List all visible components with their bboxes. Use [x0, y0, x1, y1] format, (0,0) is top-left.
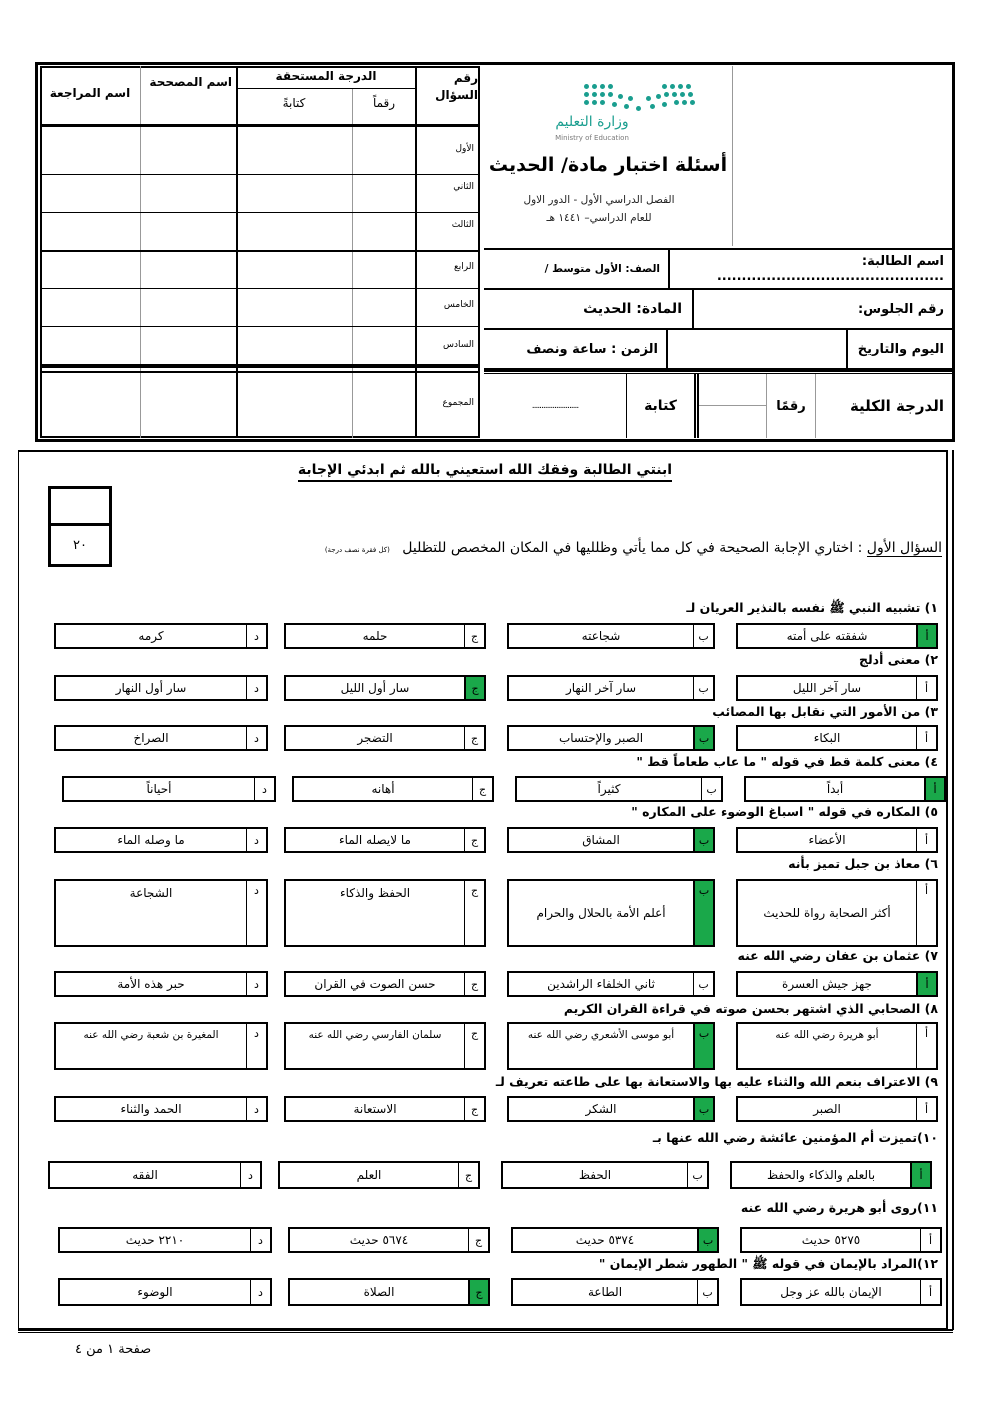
total-grade-digits-field[interactable]: [699, 374, 766, 438]
answer-bubble[interactable]: د: [254, 778, 274, 800]
question-4: ٤) معنى كلمة قط في قوله " ما عاب طعاماً قط ": [636, 754, 938, 769]
option-text: أعلم الأمة بالحلال والحرام: [536, 905, 666, 920]
total-grade-row: [484, 373, 952, 437]
shaded-answer-bubble[interactable]: ب: [693, 829, 713, 851]
option-text: الحمد والثناء: [120, 1101, 182, 1116]
intro-text: [20, 462, 950, 478]
option-text: الوضوء: [137, 1284, 173, 1299]
ministry-name-english: Ministry of Education: [555, 134, 629, 142]
shaded-answer-bubble[interactable]: أ: [924, 778, 944, 800]
option-4-c[interactable]: [292, 776, 494, 802]
answer-bubble[interactable]: ب: [687, 1163, 707, 1187]
row-label-3: الثالث: [451, 220, 474, 230]
option-2-a[interactable]: [736, 675, 938, 701]
info-row-name: [484, 248, 952, 288]
question-3: ٣) من الأمور التي نقابل بها المصائب: [712, 704, 938, 719]
answer-bubble[interactable]: أ: [916, 677, 936, 699]
row-label-5: الخامس: [443, 300, 474, 310]
option-text: أبو موسى الأشعري رضي الله عنه: [527, 1029, 675, 1041]
option-text: كرمه: [138, 628, 164, 643]
option-text: حبر هذه الأمة: [117, 976, 185, 991]
row-label-1: الأول: [455, 144, 474, 154]
option-text: الحفظ والذكاء: [339, 886, 411, 900]
option-text: أحياناً: [146, 781, 172, 796]
option-6-b[interactable]: [507, 879, 715, 947]
option-1-d[interactable]: [54, 623, 268, 649]
option-7-d[interactable]: [54, 971, 268, 997]
question-11: ١١)روى أبو هريرة رضي الله عنه: [740, 1200, 938, 1215]
answer-bubble[interactable]: ج: [464, 829, 484, 851]
option-3-b[interactable]: [507, 725, 715, 751]
date-label: اليوم والتاريخ: [857, 341, 944, 357]
option-7-b[interactable]: [507, 971, 715, 997]
option-text: الأعضاء: [808, 832, 846, 847]
option-11-a[interactable]: [740, 1227, 942, 1253]
option-text: حلمه: [362, 628, 388, 643]
option-text: ٥٢٧٥ حديث: [801, 1232, 861, 1247]
answer-bubble[interactable]: أ: [916, 829, 936, 851]
option-text: الإيمان بالله عز وجل: [780, 1284, 882, 1299]
student-name-field[interactable]: اسم الطالبة: ..............................................: [716, 254, 944, 284]
shaded-answer-bubble[interactable]: ب: [697, 1229, 717, 1251]
option-text: الصراخ: [133, 730, 169, 745]
answer-bubble[interactable]: د: [246, 727, 266, 749]
option-11-b[interactable]: [511, 1227, 719, 1253]
option-text: الطاعة: [587, 1284, 623, 1299]
header-reviewer-name: اسم المراجعة: [49, 86, 131, 100]
answer-bubble[interactable]: د: [246, 1098, 266, 1120]
question-12: ١٢)المراد بالإيمان في قوله ﷺ " الطهور شطر الإيمان ": [598, 1256, 938, 1271]
option-text: سار أول النهار: [115, 680, 187, 695]
time-field: الزمن : ساعة ونصف: [526, 341, 658, 357]
exam-year: للعام الدراسي– ١٤٤١ هـ: [546, 212, 652, 224]
shaded-answer-bubble[interactable]: أ: [910, 1163, 930, 1187]
score-box-earned[interactable]: [48, 486, 112, 526]
answer-bubble[interactable]: أ: [920, 1229, 940, 1251]
option-10-c[interactable]: [278, 1161, 480, 1189]
option-text: الصبر: [813, 1101, 841, 1116]
option-text: الصبر والإحتساب: [558, 730, 644, 745]
exam-title: أسئلة اختبار مادة/ الحديث: [488, 154, 728, 176]
header-question-number: رقم السؤال: [435, 71, 478, 102]
option-6-c[interactable]: [284, 879, 486, 947]
answer-bubble[interactable]: أ: [920, 1280, 940, 1304]
option-10-a[interactable]: [730, 1161, 932, 1189]
option-text: كثيراً: [597, 781, 621, 796]
words-label: كتابة: [626, 374, 694, 438]
school-stamp-area: [732, 66, 952, 246]
question-7: ٧) عثمان بن عفان رضي الله عنه: [737, 948, 938, 963]
option-4-d[interactable]: [62, 776, 276, 802]
answer-bubble[interactable]: أ: [916, 881, 936, 945]
bottom-rule: [18, 1329, 953, 1333]
option-5-b[interactable]: [507, 827, 715, 853]
option-3-a[interactable]: [736, 725, 938, 751]
shaded-answer-bubble[interactable]: ب: [693, 1024, 713, 1068]
subject-field: المادة: الحديث: [583, 301, 682, 317]
total-grade-words-field[interactable]: .........................: [531, 401, 579, 411]
option-2-d[interactable]: [54, 675, 268, 701]
ministry-logo-icon: [584, 84, 694, 112]
class-field: الصف: الأول متوسط /: [544, 263, 660, 275]
option-8-a[interactable]: [736, 1022, 938, 1070]
answer-bubble[interactable]: ب: [697, 1280, 717, 1304]
option-3-c[interactable]: [284, 725, 486, 751]
option-text: سلمان الفارسي رضي الله عنه: [308, 1029, 442, 1041]
option-8-d[interactable]: [54, 1022, 268, 1070]
option-5-a[interactable]: [736, 827, 938, 853]
option-text: سار أول الليل: [340, 680, 410, 695]
option-text: ٥٣٧٤ حديث: [575, 1232, 635, 1247]
shaded-answer-bubble[interactable]: ب: [693, 881, 713, 945]
option-2-c[interactable]: [284, 675, 486, 701]
date-field[interactable]: [668, 330, 846, 368]
option-1-c[interactable]: [284, 623, 486, 649]
header-in-words: كتابةً: [282, 96, 306, 110]
shaded-answer-bubble[interactable]: ج: [464, 677, 484, 699]
option-11-d[interactable]: [58, 1227, 272, 1253]
option-text: أبو هريرة رضي الله عنه: [775, 1029, 879, 1041]
answer-bubble[interactable]: ج: [464, 1024, 484, 1068]
option-12-c[interactable]: [288, 1278, 490, 1306]
option-10-b[interactable]: [501, 1161, 709, 1189]
answer-bubble[interactable]: د: [246, 625, 266, 647]
shaded-answer-bubble[interactable]: أ: [916, 625, 936, 647]
option-text: أبداً: [826, 781, 844, 796]
section-one-instruction: : اختاري الإجابة الصحيحة في كل مما يأتي وظلليها في المكان المخصص للتظليل: [402, 540, 863, 556]
option-text: ما لايصله الماء: [339, 832, 411, 847]
option-text: الفقه: [132, 1167, 158, 1182]
option-text: المشاق: [582, 832, 620, 847]
option-12-b[interactable]: [511, 1278, 719, 1306]
option-1-a[interactable]: [736, 623, 938, 649]
answer-bubble[interactable]: د: [246, 973, 266, 995]
option-6-a[interactable]: [736, 879, 938, 947]
answer-bubble[interactable]: ج: [468, 1229, 488, 1251]
answer-bubble[interactable]: ج: [464, 727, 484, 749]
info-row-date: [484, 328, 952, 368]
option-12-d[interactable]: [58, 1278, 272, 1306]
row-label-2: الثاني: [453, 182, 474, 192]
option-text: الحفظ: [578, 1167, 612, 1182]
option-text: التضجر: [357, 730, 393, 745]
header-in-digits: رقماً: [372, 96, 396, 110]
option-3-d[interactable]: [54, 725, 268, 751]
question-10: ١٠)تميزت أم المؤمنين عائشة رضي الله عنها بـ: [652, 1130, 938, 1145]
section-one-note: (كل فقرة نصف درجة): [324, 546, 390, 554]
info-row-seat: [484, 288, 952, 328]
answer-bubble[interactable]: أ: [916, 727, 936, 749]
option-4-a[interactable]: [744, 776, 946, 802]
option-text: البكاء: [813, 730, 841, 745]
option-text: الشجاعة: [129, 886, 173, 900]
option-text: جهز جيش العسرة: [782, 976, 872, 991]
option-text: حسن الصوت في القران: [314, 976, 436, 991]
option-text: سار آخر النهار: [565, 680, 637, 695]
answer-bubble[interactable]: د: [246, 1024, 266, 1068]
question-9: ٩) الاعتراف بنعم الله والثناء عليه بها والاستعانة بها على طاعته تعريف لـ: [495, 1074, 938, 1089]
option-9-d[interactable]: [54, 1096, 268, 1122]
score-box-max: ٢٠: [48, 523, 112, 567]
answer-bubble[interactable]: ب: [693, 625, 713, 647]
option-9-a[interactable]: [736, 1096, 938, 1122]
option-text: الاستعانة: [353, 1101, 397, 1116]
question-5: ٥) المكاره في قوله " اسباغ الوضوء على المكاره ": [631, 804, 938, 819]
option-text: ٢٢١٠ حديث: [125, 1232, 185, 1247]
option-text: شفقته على أمته: [786, 628, 868, 643]
answer-bubble[interactable]: أ: [916, 1024, 936, 1068]
answer-bubble[interactable]: د: [246, 829, 266, 851]
ministry-header: [484, 66, 732, 246]
section-one-label: السؤال الأول: [866, 540, 942, 556]
question-6: ٦) معاذ بن جبل تميز بأنه: [788, 856, 938, 871]
option-1-b[interactable]: [507, 623, 715, 649]
question-1: ١) تشبيه النبي ﷺ نفسه بالنذير العريان لـ: [686, 600, 938, 615]
option-text: ثاني الخلفاء الراشدين: [547, 976, 655, 991]
exam-term: الفصل الدراسي الأول - الدور الاول: [523, 194, 675, 206]
option-9-b[interactable]: [507, 1096, 715, 1122]
option-text: بالعلم والذكاء والحفظ: [766, 1167, 876, 1182]
ministry-name-arabic: وزارة التعليم: [555, 114, 629, 130]
digits-label: رقمًا: [776, 398, 806, 414]
option-12-a[interactable]: [740, 1278, 942, 1306]
option-11-c[interactable]: [288, 1227, 490, 1253]
answer-bubble[interactable]: د: [240, 1163, 260, 1187]
answer-bubble[interactable]: ج: [458, 1163, 478, 1187]
answer-bubble[interactable]: ج: [464, 625, 484, 647]
option-5-c[interactable]: [284, 827, 486, 853]
question-2: ٢) معنى أدلج: [858, 652, 938, 667]
answer-bubble[interactable]: د: [250, 1280, 270, 1304]
answer-bubble[interactable]: ج: [472, 778, 492, 800]
option-4-b[interactable]: [515, 776, 723, 802]
intro-line: ابنتي الطالبة وفقك الله استعيني بالله ثم ابدئي الإجابة: [298, 462, 672, 482]
total-grade-label: الدرجة الكلية: [849, 397, 944, 415]
option-7-a[interactable]: [736, 971, 938, 997]
header-corrector-name: اسم المصححة: [149, 75, 232, 89]
option-9-c[interactable]: [284, 1096, 486, 1122]
page-number: صفحة ١ من ٤: [75, 1342, 152, 1357]
answer-bubble[interactable]: ج: [464, 1098, 484, 1120]
option-text: العلم: [356, 1167, 382, 1182]
row-label-4: الرابع: [453, 262, 474, 272]
shaded-answer-bubble[interactable]: ب: [693, 727, 713, 749]
frame-edge: [952, 450, 954, 1330]
seat-number-field[interactable]: رقم الجلوس:: [857, 301, 944, 317]
option-text: أكثر الصحابة رواة للحديث: [763, 905, 891, 920]
option-7-c[interactable]: [284, 971, 486, 997]
option-text: الصلاة: [363, 1284, 395, 1299]
shaded-answer-bubble[interactable]: ج: [468, 1280, 488, 1304]
grade-table: [40, 66, 480, 438]
answer-bubble[interactable]: أ: [916, 1098, 936, 1120]
answer-bubble[interactable]: ج: [464, 881, 484, 945]
shaded-answer-bubble[interactable]: أ: [916, 973, 936, 995]
option-10-d[interactable]: [48, 1161, 262, 1189]
option-text: ما وصله الماء: [117, 832, 185, 847]
option-6-d[interactable]: [54, 879, 268, 947]
option-text: أهانه: [371, 781, 395, 796]
option-text: شجاعته: [581, 628, 621, 643]
row-label-6: السادس: [442, 340, 474, 350]
answer-bubble[interactable]: ب: [693, 677, 713, 699]
answer-bubble[interactable]: د: [250, 1229, 270, 1251]
answer-bubble[interactable]: د: [246, 677, 266, 699]
question-8: ٨) الصحابي الذي اشتهر بحسن صوته في قراءة القران الكريم: [563, 1001, 938, 1016]
answer-bubble[interactable]: ب: [693, 973, 713, 995]
option-text: المغيرة بن شعبة رضي الله عنه: [83, 1029, 219, 1041]
option-8-c[interactable]: [284, 1022, 486, 1070]
option-text: ٥٦٧٤ حديث: [349, 1232, 409, 1247]
section-one-title: [325, 540, 942, 556]
option-5-d[interactable]: [54, 827, 268, 853]
shaded-answer-bubble[interactable]: ب: [693, 1098, 713, 1120]
answer-bubble[interactable]: ب: [701, 778, 721, 800]
answer-bubble[interactable]: ج: [464, 973, 484, 995]
header-earned-grade: الدرجة المستحقة: [275, 69, 377, 83]
answer-bubble[interactable]: د: [246, 881, 266, 945]
option-text: سار آخر الليل: [792, 680, 862, 695]
option-text: الشكر: [585, 1101, 617, 1116]
option-8-b[interactable]: [507, 1022, 715, 1070]
option-2-b[interactable]: [507, 675, 715, 701]
row-label-total: المجموع: [442, 398, 474, 408]
